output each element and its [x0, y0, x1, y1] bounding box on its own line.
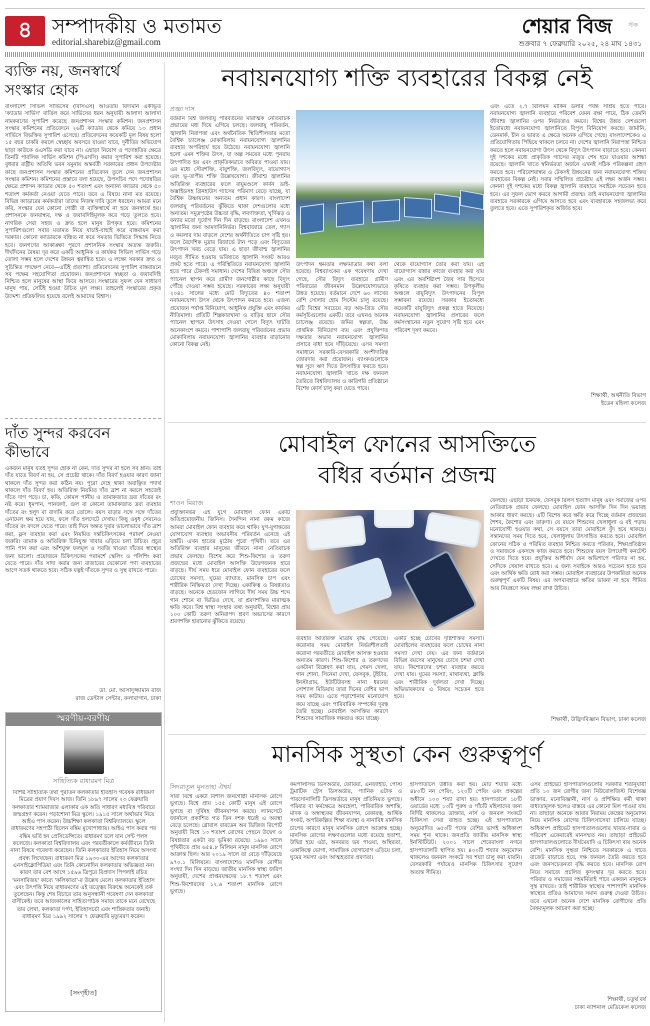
article3-col3: হাসপাতালে উন্নীত করা হয়। মোট শয্যার মধ্যে ৪৮০টি নন পেয়িং, ১২০টি পেয়িং এবং প্রকল্পের অধীনে ১০০ শয্যা রাখা হয়। হাসপাতালে ১৮টি ওয়ার্ডের মধ্যে ১৩টি পুরুষ ও পাঁচটি মহিলাদের জন্য নির্দিষ্ট থাকলেও ডাক্তার, নার্স ও জনবল সংকটে চিকিৎসা সেবা ব্যাহত হচ্ছে। এই হাসপাতালে অনুমোদিত ৬৫৩টি পদের বেশির ভাগই অধিকাংশ সময় শূন্য থাকে। জনপ্রতি জাতীয় মানসিক স্বাস্থ্য ইনস্টিটিউট। ২০০১ সালে শেরেবাংলা নগরে হাসপাতালটি স্থাপিত হয়। ৪০০টি শয্যার অনুমোদন থাকলেও জনবল সংকটে সব শয্যা চালু করা যায়নি। বেসরকারি পর্যায়েও মানসিক চিকিৎসার সুযোগ অত্যন্ত সীমিত।	[410, 782, 522, 876]
memorial-box-title: স্মরণীয়-বরণীয়	[6, 713, 161, 726]
solar-panels-photo	[296, 110, 484, 258]
article2-headline-line2: বধির বর্তমান প্রজন্ম	[318, 463, 496, 489]
article2-headline	[168, 430, 646, 492]
article2-signature: শিক্ষার্থী, উদ্ভিদবিজ্ঞান বিভাগ, ঢাকা কলেজ	[551, 717, 646, 723]
memorial-body: বিশিষ্ট সাহিত্যিক তথা পুরাতন কলকাতার ইতিহাস গবেষক রাধারমণ মিত্রের প্রয়াণ দিবস আজ। তিনি ১৮৯৭ সালের ২৩ ফেব্রুয়ারি কলকাতার শ্যামবাজার এলাকার এক অতি সাধারণ মধ্যবিত্ত পরিবারে জন্মগ্রহণ করেন। পড়াশোনা মিত্র স্কুলে। ১৯১৫ সালে অর্থাভাব নিয়ে আইএ পাস করেন। উচ্চশিক্ষা কলকাতা বিশ্ববিদ্যালয়ে। স্কুলে রাধারমণের সহপাঠী ছিলেন বঙ্কিম মুখোপাধ্যায়। আইএ পাস করার পর বঙ্কিম ভর্তি হন প্রেসিডেন্সিতে। রাধারমণ চলে যান সেন্ট পলস কলেজে। কলকাতা বিশ্ববিদ্যালয় এবং পরবর্তীকালে কর্মজীবনে তিনি নানা বিষয়ে গবেষণা করেছেন। তিনি কলকাতার ইতিহাস নিয়ে অসংখ্য প্রবন্ধ লিখেছেন। রাধারমণ মিত্র ১৯৩০-এর আগের কলকাতার এনসাইক্লোপিডিয়া এবং তিনি কোনোদিন কলকাতার অভিজ্ঞতা নন। কারণ তার বেশ আগে ১৫৯৬ ত্রিপুরে বিপ্রদাস পিপলাই রচিত 'মনসাবিজয়' কাব্যে 'কলিকাতা'-র উল্লেখ মেলে। কলকাতার ইতিহাস এবং উৎপত্তি নিয়ে রাধারমণের এই তত্ত্বের বিরুদ্ধে অনেকেই তর্ক তুলেছেন। কিন্তু শেষ বিচারে তার অনুসন্ধানী গবেষণা দেন কলকাতা বাসীকেই। তবে আজকালের সাহিত্যপাঠক সমাজ তাকে মনে রেখেছে তার লেখা, কলকাতা দর্পণ, ইতিহাসচর্চা এবং শাস্ত্রিকতার জন্যই। রাধারমণ মিত্র ১৯৯২ সালের ৭ ফেব্রুয়ারি মৃত্যুবরণ করেন।	[10, 790, 157, 921]
article2-col4: ফেলছে। এছাড়া টিকটক, ফেসবুক রিলস ইত্যাদি মানুষ এবং সমাজের ওপর নেতিবাচক প্রভাব ফেলছে। মোবাইল ফোন আসক্তি দিন দিন ভয়াবহ আকার ধারণ করছে। এটি বিশেষ করে ক্ষতি করে দিচ্ছে বর্তমান প্রজন্মের শৈশব, কৈশোর এবং তারুণ্য। যে বয়সে শিশুদের খেলাধুলা ও বই পড়ায় মনোযোগী হওয়ার কথা, সে বয়সে তারা মোবাইলে বুঁদ হয়ে থাকছে। সন্তানদের সময় দিতে হবে, খেলাধুলায় উৎসাহিত করতে হবে। মোবাইল ফোনের সঠিক ও পরিমিত ব্যবহার নিশ্চিত করতে পরিবার, শিক্ষাপ্রতিষ্ঠান ও সমাজকে একসঙ্গে কাজ করতে হবে। শিশুদের বয়স উপযোগী কনটেন্ট দেখতে দিতে হবে। প্রযুক্তির আশীর্বাদ যেন অভিশাপে পরিণত না হয়, সেদিকে খেয়াল রাখতে হবে। এ জন্য সবাইকে আরও সচেতন হতে হবে এবং আর্থিক ক্ষতি রোধ করা সম্ভব। মোবাইল ব্যবহারের উপকারিতা অনেক গুরুত্বপূর্ণ একটি বিষয়। এর অপব্যবহারে ক্ষতির ভাবনা না হয়ে সীমিত আর নিয়ন্ত্রণে সময় লক্ষ্য রাখা উচিত।	[490, 498, 646, 592]
letter-author-affiliation: রাজ ডেন্টাল সেন্টার, কলাবাগান, ঢাকা	[75, 696, 161, 702]
masthead-logo: শেয়ার বিজ	[521, 14, 612, 38]
article1-col3: থেকে বায়োগ্যাস তৈরি করা যায়। এই বায়োগ্যাস রান্নার কাজে ব্যবহার করা যায় এবং এর অবশিষ্টাংশ জৈব সার হিসেবে কৃষিতে ব্যবহার করা সম্ভব। উপকূলীয় অঞ্চলে বায়ুবিদ্যুৎ উৎপাদনের বিপুল সম্ভাবনা রয়েছে। সরকার ইতোমধ্যে কয়েকটি বায়ুবিদ্যুৎ প্রকল্প হাতে নিয়েছে। নবায়নযোগ্য জ্বালানির প্রসারের ফলে কর্মসংস্থানের নতুন সুযোগ সৃষ্টি হবে এবং পরিবেশ দূষণ কমবে।	[394, 262, 484, 334]
article3-col2: কমপালসিভ ডিসঅর্ডার, ফোবিয়া, এনজাইটি, পোস্ট ট্রমাটিক স্ট্রেস ডিসঅর্ডার, প্যানিক এটাক ও পারসোনালিটি ডিসঅর্ডারে মানুষ প্রতিনিয়ত ভুগছে। পরিবার বা কর্মক্ষেত্রে অবহেলা, পারিবারিক অশান্তি, মাদক ও অস্বাস্থ্যকর জীবনযাপন, বেকারত্ব, আর্থিক সংকট, অপরিকল্পিত শিক্ষা ব্যবস্থা ও নানাবিধ মানসিক চাপের কারণে মানুষ মানসিক রোগে আক্রান্ত হচ্ছে। মানসিক রোগের লক্ষণগুলোর মধ্যে রয়েছে হতাশা, উদ্বিগ্ন হয়ে ওঠা, অনবরত ভয় পাওয়া, অস্থিরতা, একাকিত্বে ভোগা, সামাজিক যোগাযোগ এড়িয়ে চলা, ঘুমের সমস্যা এবং আত্মহত্যার প্রবণতা।	[290, 782, 402, 861]
letter-section	[5, 424, 161, 703]
column-divider	[164, 62, 165, 1022]
logo-mark-icon: স্টক	[628, 22, 638, 29]
article3-headline: মানসিক সুস্থতা কেন গুরুত্বপূর্ণ	[271, 742, 543, 768]
article1-signature-2: ইডেন মহিলা কলেজ	[601, 401, 646, 407]
article1-signature-1: শিক্ষার্থী, অর্থনীতি বিভাগ	[591, 393, 646, 399]
header-hatch-rule	[5, 52, 645, 57]
article3-byline: সিদরাতুল মুনতাহা ঐশ্বর্য	[170, 783, 232, 791]
article2-col1: প্রযুক্তিনির্ভর এই যুগে মোবাইল ফোন একটি অতিপ্রয়োজনীয় জিনিস। দৈনন্দিন নানা রকম কাজে আমরা মোবাইল ফোন ব্যবহার করে থাকি। যুগ-যুগান্তরের যোগাযোগ ব্যবস্থার অভাবনীয় পরিবর্তন এনেছে এই যন্ত্রটি। এখন হাতের মুঠোয় পুরো পৃথিবী। তবে এর অতিরিক্ত ব্যবহার মানুষের জীবনে নানা নেতিবাচক প্রভাব ফেলছে। বিশেষ করে শিশু-কিশোর ও তরুণ প্রজন্মের মধ্যে মোবাইল আসক্তি উদ্বেগজনক হারে বাড়ছে। দীর্ঘ সময় ধরে মোবাইল ফোন ব্যবহারের ফলে চোখের সমস্যা, ঘুমের ব্যাঘাত, মানসিক চাপ এবং শারীরিক নিষ্ক্রিয়তা দেখা দিচ্ছে। একাকিত্ব ও বিষণ্ণতাও বাড়ছে। অনেকে হেডফোন লাগিয়ে দীর্ঘ সময় উচ্চ শব্দে গান শোনে বা ভিডিও দেখে, যা শ্রবণশক্তির মারাত্মক ক্ষতি করে। বিশ্ব স্বাস্থ্য সংস্থার তথ্য অনুযায়ী, বিশ্বের প্রায় ১০০ কোটি তরুণ অনিরাপদ শ্রবণ অভ্যাসের কারণে শ্রবণশক্তি হারানোর ঝুঁকিতে রয়েছে।	[170, 510, 290, 626]
article2-headline-line1: মোবাইল ফোনের আসক্তিতে	[278, 432, 536, 458]
editorial-email-link[interactable]: editorial.sharebiz@gmail.com	[52, 37, 161, 47]
memorial-box	[5, 712, 162, 1012]
section-divider	[168, 734, 646, 735]
portrait-caption: সাহিত্যিক রাধারমণ মিত্র	[52, 777, 115, 785]
letter-body: একজন মানুষ যতই সুন্দর হোক না কেন, দাঁত সুন্দর না হলে সব ম্লান। তাই দাঁত যাতে বিবর্ণ না হয়, সে প্রচেষ্টা থাকে। দাঁত বিবর্ণ হওয়ার কারণ জানা থাকলে দাঁত সুন্দর করা কঠিন নয়। পুরো দেহে থাকা অবাঞ্ছিত পদার্থ থাকলে দাঁত বিবর্ণ হয়। অতিরিক্ত নিয়মিত দাঁত ব্রাশ না করলে সহজেই দাঁতে দাগ পড়ে। চা, কফি, কোমল পানীয় ও তামাকজাত দ্রব্য দাঁতের রং নষ্ট করে। ধূমপান, পানজর্দা, গুল বা কোনো তামাকজাত দ্রব্য ব্যবহার দাঁতের রং হলুদ বা বাদামি করে তোলে। বয়স বাড়ার সঙ্গে সঙ্গে দাঁতের এনামেল ক্ষয় হয়ে যায়, ফলে দাঁত হলদেটে দেখায়। কিছু ওষুধ সেবনেও দাঁতের রং বদলে যেতে পারে। তাই দিনে অন্তত দুবার ভালোভাবে দাঁত ব্রাশ করা, ফ্লস ব্যবহার করা এবং নিয়মিত দন্তচিকিৎসকের পরামর্শ নেওয়া জরুরি। তামাক ও অতিরিক্ত চিনিযুক্ত খাবার এড়িয়ে চলা উচিত। প্রচুর পানি পান করা এবং আঁশযুক্ত ফলমূল ও সবজি খাওয়া দাঁতের স্বাস্থ্যের জন্য ভালো। প্রয়োজনে চিকিৎসকের পরামর্শে স্কেলিং ও পলিশিং করা যেতে পারে। দাঁত সাদা করার জন্য বাজারের যেকোনো পণ্য ব্যবহারের আগে সতর্ক থাকতে হবে। সঠিক যত্নই দাঁতকে সুন্দর ও সুস্থ রাখতে পারে।	[5, 466, 161, 575]
editorial-headline: ব্যক্তি নয়, জনস্বার্থে সংস্কার হোক	[5, 62, 121, 99]
dateline: শুক্রবার ৭ ফেব্রুয়ারি ২০২৫, ২৪ মাঘ ১৪৩১	[518, 40, 642, 48]
section-title: সম্পাদকীয় ও মতামত	[52, 14, 222, 38]
editorial-body: বাংলাদেশ সিভিল সার্ভিসের (বিসিএস) আওতায় বিদ্যমান একীভূত 'ক্যাডার সার্ভিস' বাতিল করে সার্ভিসের ধরন অনুযায়ী আলাদা আলাদা নামকরণের সুপারিশ করেছে জনপ্রশাসন সংস্কার কমিশন। জনপ্রশাসন সংস্কার কমিশনের প্রতিবেদনে ২৬টি ক্যাডার থেকে কমিয়ে ১৩ প্রধান সার্ভিসে বিভক্তির সুপারিশ এসেছে। প্রতিবেদনের কয়েকটি মূল বিষয় হলো ১৫ বছর চাকরি করলে স্বেচ্ছায় অবসরে যাওয়া যাবে, দুর্নীতির অভিযোগ ছাড়া কাউকে ওএসডি করা যাবে না। এছাড়া নিয়োগ ও পদোন্নতির ক্ষেত্রে তিনটি পাবলিক সার্ভিস কমিশন (পিএসসি) করার সুপারিশ করা হয়েছে। বুধবার রাষ্ট্রীয় অতিথি ভবন যমুনায় অন্তর্বর্তী সরকারের প্রধান উপদেষ্টার কাছে জনপ্রশাসন সংস্কার কমিশনের প্রতিবেদন তুলে দেন জনপ্রশাসন সংস্কার কমিশন। কমিশনের প্রস্তাবে বলা হয়েছে, উপসচিব পদে পদোন্নতির ক্ষেত্রে প্রশাসন ক্যাডার থেকে ৫০ শতাংশ এবং অন্যান্য ক্যাডার থেকে ৫০ শতাংশ কর্মকর্তা নেওয়া যেতে পারে। তবে এ বিষয়ে নানা মত রয়েছে। বিভিন্ন ক্যাডারের কর্মকর্তারা তাদের নিজস্ব দাবি তুলে ধরছেন। আমরা মনে করি, সংস্কার যেন কোনো গোষ্ঠী বা ব্যক্তিস্বার্থে না হয়ে জনস্বার্থে হয়। প্রশাসনকে জনবান্ধব, দক্ষ ও জবাবদিহিমূলক করে গড়ে তুলতে হবে। নাগরিক সেবা সহজ ও দ্রুত হলে মানুষ উপকৃত হবে। কমিশনের সুপারিশগুলো সবার মতামত নিয়ে যাচাই-বাছাই করে বাস্তবায়ন করা দরকার। কোনো ক্যাডারকে বঞ্চিত না করে সমতার ভিত্তিতে সিদ্ধান্ত নিতে হবে। জনগণের আকাঙ্ক্ষা পূরণে প্রশাসনিক সংস্কার অত্যন্ত জরুরি। দীর্ঘদিনের বৈষম্য দূর করে একটি আধুনিক ও কার্যকর সিভিল সার্ভিস গড়ে তোলা সম্ভব হলে দেশের উন্নয়ন ত্বরান্বিত হবে। এ লক্ষ্যে সরকার দ্রুত ও সুচিন্তিত পদক্ষেপ নেবে—এটিই প্রত্যাশা। প্রতিবেদনের সুপারিশ বাস্তবায়নে সব পক্ষের সহযোগিতা প্রয়োজন। জনপ্রশাসনে স্বচ্ছতা ও জবাবদিহি নিশ্চিত হলে মানুষের আস্থা ফিরে আসবে। সংস্কারের সুফল যেন সাধারণ মানুষ পায়, সেটিই হওয়া উচিত মূল লক্ষ্য। তাহলেই সংস্কারের প্রকৃত উদ্দেশ্য প্রতিফলিত হয়েছে বলেই আমাদের বিশ্বাস।	[5, 104, 161, 300]
letter-author: ডা. মো. আসাদুজ্জামান রাজ	[99, 688, 161, 694]
letter-headline: দাঁত সুন্দর করবেন কীভাবে	[5, 424, 111, 461]
article3-signature-1: শিক্ষার্থী, চতুর্থ বর্ষ	[607, 997, 646, 1003]
article1-col4: এবং এতে ২.৭ বিলিয়ন মার্কিন ডলার পর্যন্ত সাশ্রয় হতে পারে। নবায়নযোগ্য জ্বালানি ব্যবহারে পরিবেশ যেমন রক্ষা পাবে, ঠিক তেমনি জীবাশ্ম জ্বালানির ওপর নির্ভরতাও কমবে। বিশ্বের উন্নত দেশগুলো ইতোমধ্যে নবায়নযোগ্য জ্বালানিতে বিপুল বিনিয়োগ করছে। জার্মানি, ডেনমার্ক, চীন ও ভারত এ ক্ষেত্রে অনেক এগিয়ে গেছে। বাংলাদেশকেও এ প্রতিযোগিতায় পিছিয়ে থাকলে চলবে না। দেশের জ্বালানি নিরাপত্তা নিশ্চিত করতে হলে নবায়নযোগ্য উৎস থেকে বিদ্যুৎ উৎপাদন বাড়াতে হবে। কেননা দুই দশকের মধ্যে প্রাকৃতিক গ্যাসের মজুত শেষ হয়ে যাওয়ার আশঙ্কা রয়েছে। জ্বালানি খাতে স্বনির্ভরতা অর্জনে এখনই সঠিক পরিকল্পনা গ্রহণ করতে হবে। পরিবেশবান্ধব ও টেকসই উন্নয়নের জন্য নবায়নযোগ্য শক্তির ব্যবহারের বিকল্প নেই। সবার সম্মিলিত প্রচেষ্টায় এই লক্ষ্য অর্জন সম্ভব। কেননা দুই দশকের মধ্যে বিকল্প জ্বালানি ব্যবহারে সবাইকে সচেতন হতে হবে। এর সুফল ভোগ করবে আগামী প্রজন্ম। তাই নবায়নযোগ্য জ্বালানির ব্যবহারে সরকারকে এগিয়ে আসতে হবে এবং ব্যবহারকে সহজলভ্য করে তুলতে হবে। এতে সুপারিশকৃত অর্জিত হবে।	[490, 104, 646, 213]
dashed-divider	[5, 418, 161, 419]
article1-headline: নবায়নযোগ্য শক্তি ব্যবহারের বিকল্প নেই	[221, 64, 593, 92]
article2-col2: ব্যবহার অতিরিক্ত মাত্রায় বৃদ্ধি পেয়েছে। করোনার সময় মোবাইল নির্ভরশীলতাই করোনা পরবর্তীতে মোবাইল আসক্ত হওয়ার অন্যতম কারণ। শিশু-কিশোর ও তরুণদের একটানা বিশ্লেষণ করা যায়, গেমস খেলা, গান শোনা, সিনেমা দেখা, ফেসবুক, টুইটার, ইনস্টাগ্রাম, ইউটিউবসহ নানা ধরনের সোশ্যাল মিডিয়ায় তারা দিনের বেশির ভাগ সময় কাটায়। এতে পড়াশোনায় মনোযোগ কমে যাচ্ছে এবং পারিবারিক সম্পর্কের দূরত্ব তৈরি হচ্ছে। মোবাইল আসক্তির কারণে শিশুদের সামাজিক দক্ষতাও কমে যাচ্ছে।	[296, 636, 388, 723]
article2-col3: একটি হচ্ছে চোখের দৃষ্টিশক্তির সমস্যা। মোবাইলের ব্যবহারের ফলে চোখের নানা সমস্যা দেখা দেয়। এর জন্য বর্তমানে বিভিন্ন বয়সের মানুষের চোখে চশমা দেখা যায়। কিশোরদের চশমা ব্যবহার করতে দেখা যায়। ঘুমের সমস্যা, মাথাব্যথা, ক্লান্তি এবং শারীরিক দুর্বলতা দেখা দিচ্ছে। অভিভাবকদের এ বিষয়ে সচেতন হতে হবে।	[394, 636, 484, 701]
memorial-source: [সংগৃহীত]	[70, 989, 97, 997]
smartphones-photo	[296, 510, 484, 630]
article1-byline: প্রজ্ঞা দাস	[170, 105, 195, 113]
page-number-badge: ৪	[5, 16, 45, 46]
section-divider	[168, 422, 646, 423]
article1-col1: বর্তমান বিশ্ব জলবায়ু পরিবর্তনের মারাত্মক নেতিবাচক প্রভাবের মধ্য দিয়ে এগিয়ে চলছে। জলবায়ু পরিবর্তন, জ্বালানি নিরাপত্তা এবং অর্থনৈতিক স্থিতিশীলতার মতো বৈশ্বিক চ্যালেঞ্জ মোকাবিলায় নবায়নযোগ্য জ্বালানির ব্যবহার অপরিহার্য হয়ে উঠেছে। নবায়নযোগ্য জ্বালানি হলো এমন শক্তির উৎস, যা অল্প সময়ের মধ্যে পুনরায় উৎপাদিত হয় এবং প্রাকৃতিকভাবে অবিরত পাওয়া যায়। এর মধ্যে সৌরশক্তি, বায়ুশক্তি, জলবিদ্যুৎ, বায়োগ্যাস এবং ভূ-তাপীয় শক্তি উল্লেখযোগ্য। জীবাশ্ম জ্বালানির অতিরিক্ত ব্যবহারের ফলে বায়ুমণ্ডলে কার্বন ডাই-অক্সাইডসহ গ্রিনহাউস গ্যাসের পরিমাণ বেড়ে যাচ্ছে, যা বৈশ্বিক উষ্ণায়নের অন্যতম প্রধান কারণ। বাংলাদেশ জলবায়ু পরিবর্তনের ঝুঁকিতে থাকা দেশগুলোর মধ্যে অন্যতম। সমুদ্রপৃষ্ঠের উচ্চতা বৃদ্ধি, লবণাক্ততা, ঘূর্ণিঝড় ও বন্যার মতো দুর্যোগ দিন দিন বাড়ছে। বাংলাদেশ এখনও জ্বালানির জন্য আমদানিনির্ভর। বিশ্ববাজারে তেল, গ্যাস ও কয়লার দাম বাড়লে দেশের অর্থনীতিতে চাপ সৃষ্টি হয়। ফলে বৈদেশিক মুদ্রার রিজার্ভে টান পড়ে এবং বিদ্যুতের উৎপাদন খরচ বেড়ে যায়। এ ছাড়া জীবাশ্ম জ্বালানির মজুত সীমিত হওয়ায় ভবিষ্যতে জ্বালানি সংকট আরও প্রকট হতে পারে। এ পরিস্থিতিতে নবায়নযোগ্য জ্বালানি হতে পারে টেকসই সমাধান। দেশের বিভিন্ন অঞ্চলে সৌর প্যানেল স্থাপন করে গ্রামীণ জনগোষ্ঠীর কাছে বিদ্যুৎ পৌঁছে দেওয়া সম্ভব হয়েছে। সরকারের লক্ষ্য অনুযায়ী ২০৪১ সালের মধ্যে মোট বিদ্যুতের ৪০ শতাংশ নবায়নযোগ্য উৎস থেকে উৎপাদন করতে হবে। এজন্য প্রয়োজন পর্যাপ্ত বিনিয়োগ, আধুনিক প্রযুক্তি এবং কার্যকর নীতিমালা। প্রতিটি শিল্পকারখানা ও বাড়ির ছাদে সৌর প্যানেল স্থাপনে উৎসাহ দেওয়া গেলে বিদ্যুৎ ঘাটতি অনেকাংশে কমবে। পাশাপাশি জলবায়ু পরিবর্তনের প্রভাব মোকাবিলায় নবায়নযোগ্য জ্বালানির ব্যবহার বাড়ানোর কোনো বিকল্প নেই।	[170, 116, 290, 349]
article3-col4: এসব প্রাইভেট হাসপাতালগুলোর সরকারি শর্তানুযায়ী প্রতি ১০ জন রোগীর জন্য নিউরোলজিস্ট বিশেষজ্ঞ ডাক্তার, মনোবিজ্ঞানী, নার্স ও প্রশিক্ষিত কর্মী থাকা বাধ্যতামূলক হলেও বাস্তবে এর কোনো মিল পাওয়া যায় না। তাছাড়া অনেকে আবার নিরাময় কেন্দ্রের অনুমোদন নিয়ে মানসিক রোগের চিকিৎসাসেবা চালিয়ে যাচ্ছে। অধিকাংশ প্রাইভেট হাসপাতালগুলোর খাবার-দাবার ও পরিবেশ একেবারেই মানসম্মত নয়। তাছাড়া প্রাইভেট হাসপাতালগুলোতে দীর্ঘমেয়াদি এ চিকিৎসা ব্যয় অনেক বেশি। মানসিক সুস্থতা নিশ্চিতে সরকারকে এ খাতে বাজেট বাড়াতে হবে, দক্ষ জনবল তৈরি করতে হবে এবং জনসচেতনতা বৃদ্ধি করতে হবে। মানসিক রোগ নিয়ে সমাজে প্রচলিত কুসংস্কার দূর করতে হবে। পরিবার ও সমাজের সহমর্মিতাই পারে একজন মানুষকে সুস্থ রাখতে। তাই শারীরিক স্বাস্থ্যের পাশাপাশি মানসিক স্বাস্থ্যের প্রতিও আমাদের সমান গুরুত্ব দেওয়া উচিত। তবে এখনো অনেক দেশে মানসিক রোগীদের প্রতি বৈষম্যমূলক আচরণ করা হচ্ছে।	[530, 782, 646, 913]
article1-col2: উৎপাদন ক্ষমতার লক্ষ্যমাত্রার কথা বলা হয়েছে। বিশ্বব্যাংকের এক গবেষণায় দেখা গেছে, সৌর বিদ্যুৎ ব্যবহারে গ্রামীণ পরিবারের জীবনমান উল্লেখযোগ্যভাবে উন্নত হয়েছে। বর্তমানে দেশে ৬০ লাখের বেশি সোলার হোম সিস্টেম চালু রয়েছে। এটি বিশ্বের সবচেয়ে বড় অফ-গ্রিড সৌর কর্মসূচিগুলোর একটি। তবে এখনও অনেক চ্যালেঞ্জ রয়েছে। জমির স্বল্পতা, উচ্চ প্রাথমিক বিনিয়োগ ব্যয় এবং প্রযুক্তিগত দক্ষতার অভাব নবায়নযোগ্য জ্বালানির প্রসারে বাধা হয়ে দাঁড়িয়েছে। এসব সমস্যা সমাধানে সরকারি-বেসরকারি অংশীদারিত্ব জোরদার করা প্রয়োজন। ব্যাংকগুলোকে স্বল্প সুদে ঋণ দিতে উৎসাহিত করতে হবে। নবায়নযোগ্য জ্বালানি খাতে দক্ষ জনবল তৈরিতে বিশ্ববিদ্যালয় ও কারিগরি প্রতিষ্ঠানে বিশেষ কোর্স চালু করা যেতে পারে।	[296, 262, 388, 393]
top-rule	[5, 8, 645, 9]
article3-signature-2: ঢাকা ন্যাশনাল মেডিকেল কলেজ	[574, 1005, 646, 1011]
article3-col1: সারা বিশ্বে একটা বিশাল জনগোষ্ঠী মানসিক রোগে ভুগছে। বিশ্বে প্রায় ১৫৫ কোটি মানুষ এই রোগে ভুগছে বা দুর্বিষহ জীবনযাপন করছে। ল্যানসেটে জার্নালে প্রকাশিত গত তিন দশক ধরেই এ অবস্থা বেড়ে চলেছে। গ্লোবাল বারডেন অব ডিজিজ রিপোর্ট অনুযায়ী বিশ্বে ১৩ শতাংশ রোগের পেছনে উদ্বেগ ও বিষণ্ণতার একটা বড় ভূমিকা রয়েছে। ১৯৯০ সালে পৃথিবীতে প্রায় ৬৫৪.৮ মিলিয়ন মানুষ মানসিক রোগে আক্রান্ত ছিল। আর ২০১৯ সালে তা বেড়ে দাঁড়িয়েছে ৯৭০.১ মিলিয়নে। বাংলাদেশেও মানসিক রোগীর সংখ্যা দিন দিন বাড়ছে। জাতীয় মানসিক স্বাস্থ্য জরিপ অনুযায়ী, দেশের প্রাপ্তবয়স্কদের ১৮.৭ শতাংশ এবং শিশু-কিশোরদের ১২.৬ শতাংশ মানসিক রোগে ভুগছে।	[170, 794, 282, 895]
editorial-section	[5, 62, 161, 394]
article2-byline: শাওন মিরাজ	[170, 499, 204, 507]
portrait-photo	[64, 730, 104, 774]
